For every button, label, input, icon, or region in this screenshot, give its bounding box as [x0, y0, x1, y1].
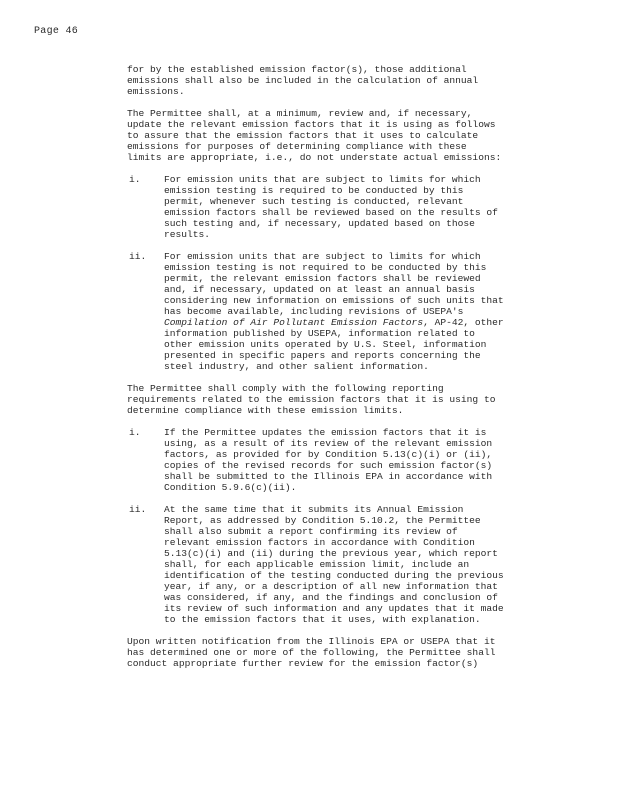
- text-line: to the emission factors that it uses, with explanation.: [164, 614, 481, 625]
- text-line: steel industry, and other salient information.: [164, 361, 429, 372]
- text-line: conduct appropriate further review for the emission factor(s): [127, 658, 479, 669]
- text-line: determine compliance with these emission limits.: [127, 405, 404, 416]
- text-line: emission factors shall be reviewed based on the results of: [164, 207, 498, 218]
- text-line: permit, whenever such testing is conducted, relevant: [164, 196, 464, 207]
- text-line: results.: [164, 229, 211, 240]
- page-number: Page 46: [34, 26, 79, 37]
- document-body: [127, 64, 522, 680]
- text-line: The Permittee shall, at a minimum, review and, if necessary,: [127, 108, 473, 119]
- text-line: presented in specific papers and reports concerning the: [164, 350, 481, 361]
- publication-tail: , AP-42, other: [423, 317, 504, 328]
- text-line: The Permittee shall comply with the following reporting: [127, 383, 444, 394]
- text-line: using, as a result of its review of the relevant emission: [164, 438, 493, 449]
- text-line: identification of the testing conducted during the previous: [164, 570, 504, 581]
- text-line: copies of the revised records for such emission factor(s): [164, 460, 493, 471]
- text-line: considering new information on emissions of such units that: [164, 295, 504, 306]
- text-line: for by the established emission factor(s), those additional: [127, 64, 467, 75]
- paragraph-reporting-requirements: [127, 383, 522, 416]
- text-line: has become available, including revisions of USEPA's: [164, 306, 464, 317]
- text-line: For emission units that are subject to limits for which: [164, 174, 481, 185]
- paragraph-review-factors: [127, 108, 522, 163]
- text-line: to assure that the emission factors that it uses to calculate: [127, 130, 479, 141]
- text-line: such testing and, if necessary, updated based on those: [164, 218, 475, 229]
- text-line: emissions.: [127, 86, 185, 97]
- text-line: If the Permittee updates the emission factors that it is: [164, 427, 487, 438]
- text-line: Report, as addressed by Condition 5.10.2, the Permittee: [164, 515, 481, 526]
- list-item-revised-records: [127, 427, 522, 493]
- paragraph-additional-emissions: [127, 64, 522, 97]
- text-line: Condition 5.9.6(c)(ii).: [164, 482, 297, 493]
- text-line: requirements related to the emission factors that it is using to: [127, 394, 496, 405]
- publication-title: Compilation of Air Pollutant Emission Factors: [164, 317, 424, 328]
- paragraph-written-notification: [127, 636, 522, 669]
- text-line: other emission units operated by U.S. Steel, information: [164, 339, 487, 350]
- text-line: emission testing is required to be conducted by this: [164, 185, 464, 196]
- list-marker: i.: [129, 427, 141, 438]
- text-line: permit, the relevant emission factors shall be reviewed: [164, 273, 481, 284]
- text-line: shall, for each applicable emission limit, include an: [164, 559, 470, 570]
- text-line: and, if necessary, updated on at least an annual basis: [164, 284, 475, 295]
- list-marker: ii.: [129, 504, 147, 515]
- text-line: limits are appropriate, i.e., do not understate actual emissions:: [127, 152, 502, 163]
- text-line: shall also submit a report confirming its review of: [164, 526, 458, 537]
- text-line: relevant emission factors in accordance with Condition: [164, 537, 475, 548]
- text-line: emission testing is not required to be conducted by this: [164, 262, 487, 273]
- list-item-annual-report: [127, 504, 522, 625]
- text-line: emissions for purposes of determining compliance with these: [127, 141, 467, 152]
- text-line-with-title: [164, 317, 522, 328]
- text-line: 5.13(c)(i) and (ii) during the previous year, which report: [164, 548, 498, 559]
- list-item-testing-not-required: [127, 251, 522, 372]
- text-line: emissions shall also be included in the calculation of annual: [127, 75, 479, 86]
- text-line: year, if any, or a description of all new information that: [164, 581, 498, 592]
- text-line: At the same time that it submits its Annual Emission: [164, 504, 464, 515]
- list-item-testing-required: [127, 174, 522, 240]
- text-line: Upon written notification from the Illinois EPA or USEPA that it: [127, 636, 496, 647]
- list-marker: ii.: [129, 251, 147, 262]
- text-line: update the relevant emission factors that it is using as follows: [127, 119, 496, 130]
- text-line: has determined one or more of the following, the Permittee shall: [127, 647, 496, 658]
- text-line: shall be submitted to the Illinois EPA in accordance with: [164, 471, 493, 482]
- text-line: its review of such information and any updates that it made: [164, 603, 504, 614]
- text-line: information published by USEPA, information related to: [164, 328, 475, 339]
- text-line: factors, as provided for by Condition 5.13(c)(i) or (ii),: [164, 449, 493, 460]
- list-marker: i.: [129, 174, 141, 185]
- text-line: was considered, if any, and the findings and conclusion of: [164, 592, 498, 603]
- text-line: For emission units that are subject to limits for which: [164, 251, 481, 262]
